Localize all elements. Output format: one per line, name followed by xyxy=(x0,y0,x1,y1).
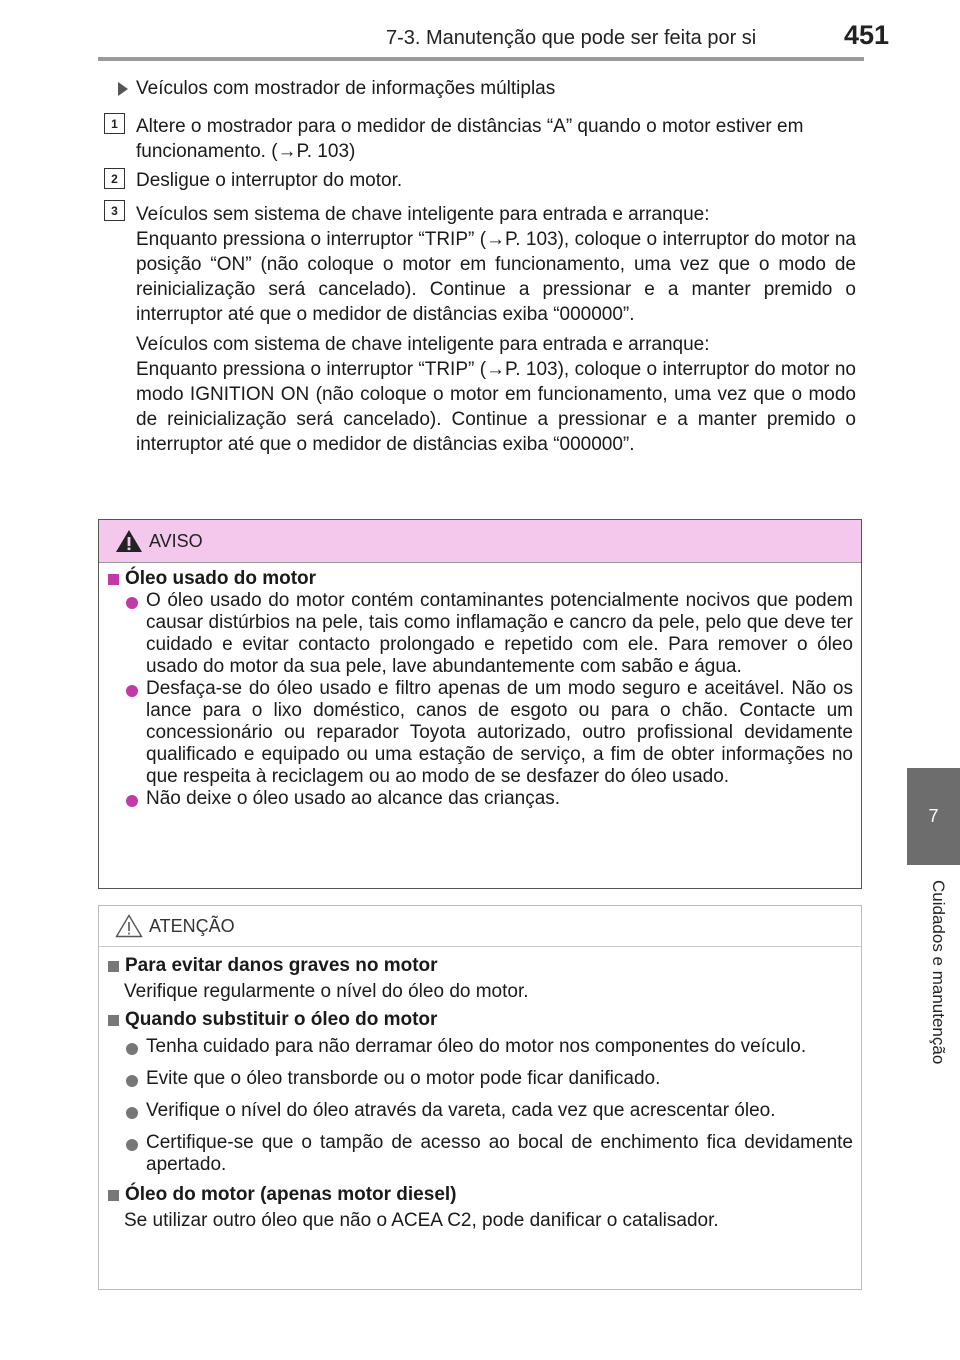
step-number-3: 3 xyxy=(104,200,125,221)
warning-label: AVISO xyxy=(149,530,203,551)
step-number-2: 2 xyxy=(104,168,125,189)
warning-section-title: Óleo usado do motor xyxy=(108,568,853,590)
warning-box xyxy=(98,519,862,889)
header-rule xyxy=(98,57,864,61)
caution-triangle-icon xyxy=(115,914,143,938)
step-text-1: Altere o mostrador para o medidor de distâncias “A” quando o motor estiver em funcionamento. (→P. 103) xyxy=(136,116,804,162)
warning-bullet: O óleo usado do motor contém contaminantes potencialmente nocivos que podem causar distúrbios na pele, tais como inflamação e cancro da pele, pelo que deve ter cuidado e evitar contacto prolongado e repetido com ele. Para remover o óleo usado do motor da sua pele, lave abundantemente com sabão e água. xyxy=(124,590,853,678)
step-number-1: 1 xyxy=(104,113,125,134)
warning-bullet: Desfaça-se do óleo usado e filtro apenas de um modo seguro e aceitável. Não os lance para o lixo doméstico, canos de esgoto ou para o chão. Contacte um concessionário ou reparador Toyota autorizado, outro profissional devidamente qualificado e equipado ou uma estação de serviço, a fim de obter informações no que respeita à reciclagem ou ao modo de se desfazer do óleo usado. xyxy=(124,678,853,788)
warning-bullet: Não deixe o óleo usado ao alcance das crianças. xyxy=(124,788,853,810)
chapter-label: Cuidados e manutenção xyxy=(929,880,948,1065)
step-3-para1-title: Veículos sem sistema de chave inteligente para entrada e arranque: xyxy=(136,204,710,225)
caution-section-text: Verifique regularmente o nível do óleo do motor. xyxy=(124,981,529,1002)
caution-section-text: Se utilizar outro óleo que não o ACEA C2, pode danificar o catalisador. xyxy=(124,1210,719,1231)
caution-header xyxy=(99,906,861,947)
step-3-para2-title: Veículos com sistema de chave inteligente para entrada e arranque: xyxy=(136,334,710,355)
page-number: 451 xyxy=(844,20,890,50)
caution-section-title: Óleo do motor (apenas motor diesel) xyxy=(108,1184,853,1206)
caution-section-title: Quando substituir o óleo do motor xyxy=(108,1009,853,1031)
step-3-para1: Enquanto pressiona o interruptor “TRIP” (→P. 103), coloque o interruptor do motor na posição “ON” (não coloque o motor em funcionamento, uma vez que o modo de reinicialização será cancelado). Continue a pressionar e a manter premido o interruptor até que o medidor de distâncias exiba “000000”. xyxy=(136,229,856,325)
warning-header xyxy=(99,520,861,563)
step-text-3 xyxy=(136,202,856,457)
square-bullet-icon xyxy=(108,574,119,585)
square-bullet-icon xyxy=(108,961,119,972)
caution-bullet: Evite que o óleo transborde ou o motor pode ficar danificado. xyxy=(124,1068,853,1090)
square-bullet-icon xyxy=(108,1015,119,1026)
square-bullet-icon xyxy=(108,1190,119,1201)
header-title: 7-3. Manutenção que pode ser feita por si xyxy=(386,27,757,49)
caution-bullet: Verifique o nível do óleo através da vareta, cada vez que acrescentar óleo. xyxy=(124,1100,853,1122)
step-text-2: Desligue o interruptor do motor. xyxy=(136,170,403,191)
caution-bullet: Certifique-se que o tampão de acesso ao bocal de enchimento fica devidamente apertado. xyxy=(124,1132,853,1176)
subheading xyxy=(118,78,555,100)
caution-section-title: Para evitar danos graves no motor xyxy=(108,955,853,977)
caution-label: ATENÇÃO xyxy=(149,915,235,936)
warning-triangle-icon xyxy=(115,529,143,553)
caution-bullet: Tenha cuidado para não derramar óleo do motor nos componentes do veículo. xyxy=(124,1036,853,1058)
subheading-text: Veículos com mostrador de informações múltiplas xyxy=(136,78,556,99)
step-3-para2: Enquanto pressiona o interruptor “TRIP” (→P. 103), coloque o interruptor do motor no modo IGNITION ON (não coloque o motor em funcionamento, uma vez que o modo de reinicialização será cancelado). Continue a pressionar e a manter premido o interruptor até que o medidor de distâncias exiba “000000”. xyxy=(136,359,856,455)
triangle-bullet-icon xyxy=(118,82,128,96)
caution-box xyxy=(98,905,862,1290)
chapter-tab: 7 xyxy=(907,768,960,865)
